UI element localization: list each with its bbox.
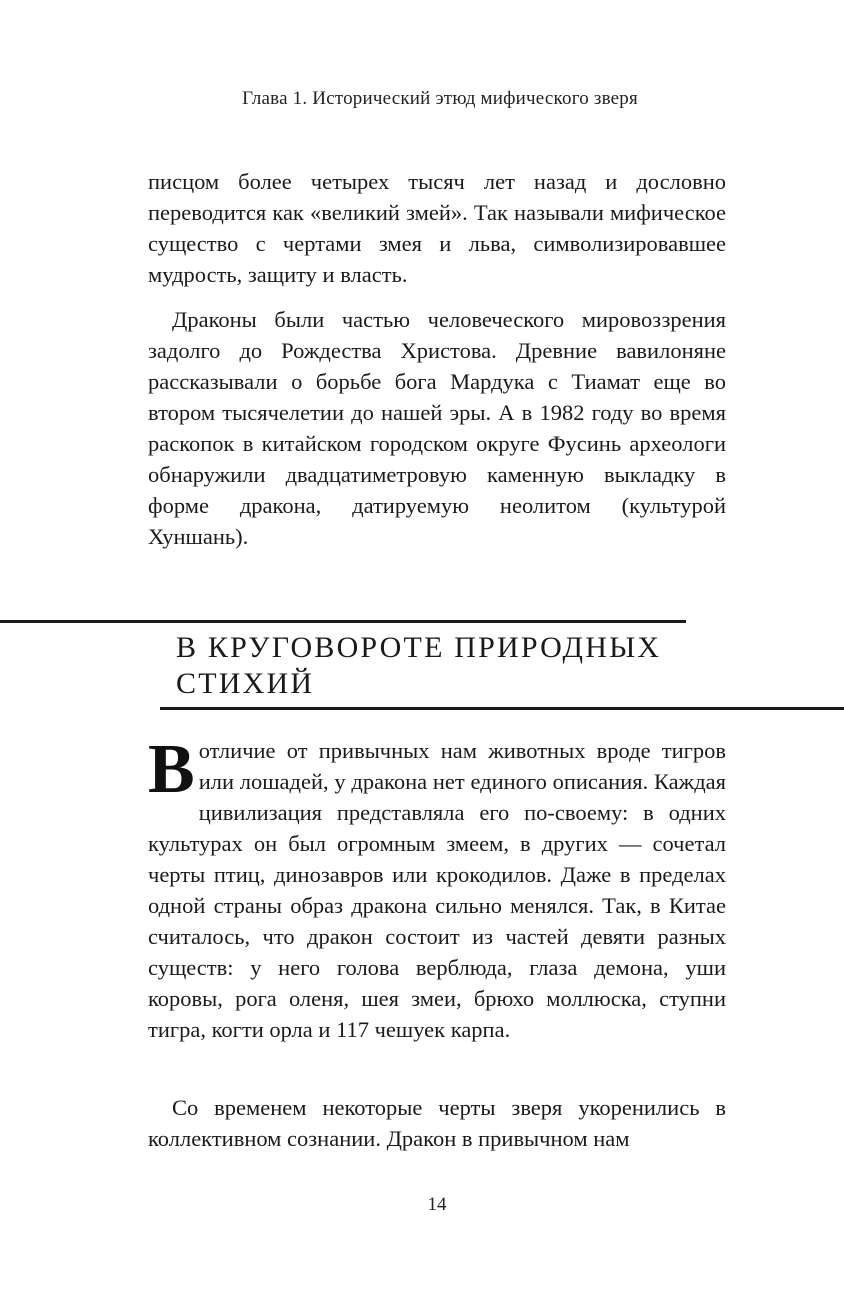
heading-rule-top [0, 620, 686, 623]
paragraph-text: Драконы были частью человеческого мировоззрения задолго до Рождества Христова. Древние вавилоняне рассказывали о борьбе бога Мардука с Тиамат еще во втором тысячелетии до нашей эры. А в 1982 году во время раскопок в китайском городском округе Фусинь археологи обнаружили двадцатиметровую каменную выкладку в форме дракона, датируемую неолитом (культурой Хуншань). [148, 307, 726, 549]
paragraph-text [148, 731, 726, 1045]
paragraph-continued [148, 166, 726, 290]
paragraph-text: Со временем некоторые черты зверя укоренились в коллективном сознании. Дракон в привычном нам [148, 1095, 726, 1151]
paragraph-collective-image [148, 1092, 726, 1154]
paragraph-dragons-history [148, 304, 726, 552]
section-heading-line-2: СТИХИЙ [176, 667, 315, 700]
page-number: 14 [427, 1194, 447, 1215]
drop-cap: В [148, 731, 195, 808]
running-head: Глава 1. Исторический этюд мифического зверя [242, 88, 638, 109]
section-heading [176, 630, 796, 702]
section-heading-line-1: В КРУГОВОРОТЕ ПРИРОДНЫХ [176, 631, 662, 664]
heading-rule-bottom [160, 707, 844, 710]
paragraph-body: отличие от привычных нам животных вроде тигров или лошадей, у дракона нет единого описания. Каждая цивилизация представляла его по-своему: в одних культурах он был огромным змеем, в других — сочетал черты птиц, динозавров или крокодилов. Даже в пределах одной страны образ дракона сильно менялся. Так, в Китае считалось, что дракон состоит из частей девяти разных существ: у него голова верблюда, глаза демона, уши коровы, рога оленя, шея змеи, брюхо моллюска, ступни тигра, когти орла и 117 чешуек карпа. [148, 738, 726, 1042]
paragraph-dragon-description [148, 731, 726, 1045]
paragraph-text: писцом более четырех тысяч лет назад и дословно переводится как «великий змей». Так называли мифическое существо с чертами змея и льва, символизировавшее мудрость, защиту и власть. [148, 169, 726, 287]
